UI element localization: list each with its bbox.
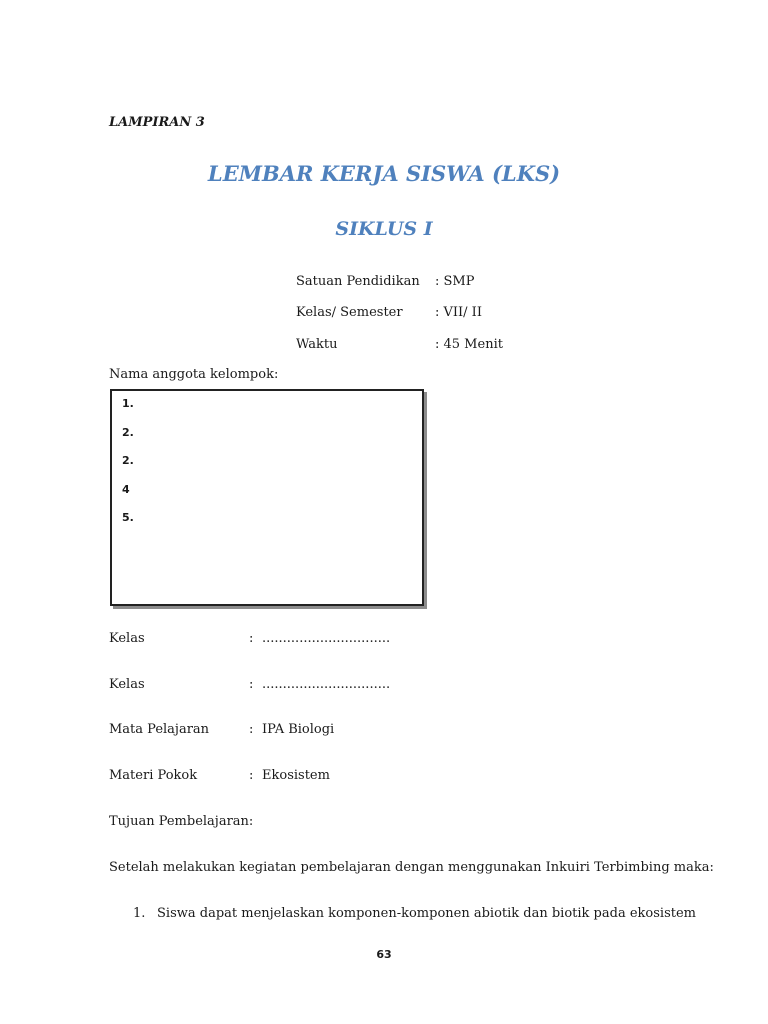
form-value: IPA Biologi xyxy=(262,722,335,737)
form-row-mata-pelajaran xyxy=(109,722,709,740)
tujuan-intro: Setelah melakukan kegiatan pembelajaran dengan menggunakan Inkuiri Terbimbing maka: xyxy=(109,860,714,875)
form-blank: ............................... xyxy=(262,631,391,646)
form-colon: : xyxy=(249,722,254,737)
page-subtitle: SIKLUS I xyxy=(335,218,433,240)
member-item: 2. xyxy=(122,426,134,439)
member-list-box xyxy=(110,389,424,606)
info-value: : SMP xyxy=(435,274,475,289)
form-colon: : xyxy=(249,631,254,646)
member-item: 1. xyxy=(122,397,134,410)
info-label: Satuan Pendidikan xyxy=(296,274,420,289)
tujuan-heading: Tujuan Pembelajaran: xyxy=(109,814,254,829)
form-row-kelas xyxy=(109,677,709,695)
page-number: 63 xyxy=(376,948,392,961)
info-label: Kelas/ Semester xyxy=(296,305,403,320)
form-label: Kelas xyxy=(109,631,145,646)
member-list-label: Nama anggota kelompok: xyxy=(109,367,279,382)
form-label: Mata Pelajaran xyxy=(109,722,210,737)
form-colon: : xyxy=(249,768,254,783)
lampiran-label: LAMPIRAN 3 xyxy=(109,115,205,130)
form-row-materi-pokok xyxy=(109,768,709,786)
page-title: LEMBAR KERJA SISWA (LKS) xyxy=(207,161,561,186)
info-value: : VII/ II xyxy=(435,305,482,320)
info-label: Waktu xyxy=(296,337,338,352)
list-text: Siswa dapat menjelaskan komponen-komponen abiotik dan biotik pada ekosistem xyxy=(157,906,696,921)
form-value: Ekosistem xyxy=(262,768,330,783)
list-number: 1. xyxy=(133,906,146,921)
form-blank: ............................... xyxy=(262,677,391,692)
info-value: : 45 Menit xyxy=(435,337,503,352)
form-label: Materi Pokok xyxy=(109,768,198,783)
member-item: 4 xyxy=(122,483,130,496)
member-item: 5. xyxy=(122,511,134,524)
form-row-kelas xyxy=(109,631,709,649)
form-colon: : xyxy=(249,677,254,692)
member-item: 2. xyxy=(122,454,134,467)
form-label: Kelas xyxy=(109,677,145,692)
